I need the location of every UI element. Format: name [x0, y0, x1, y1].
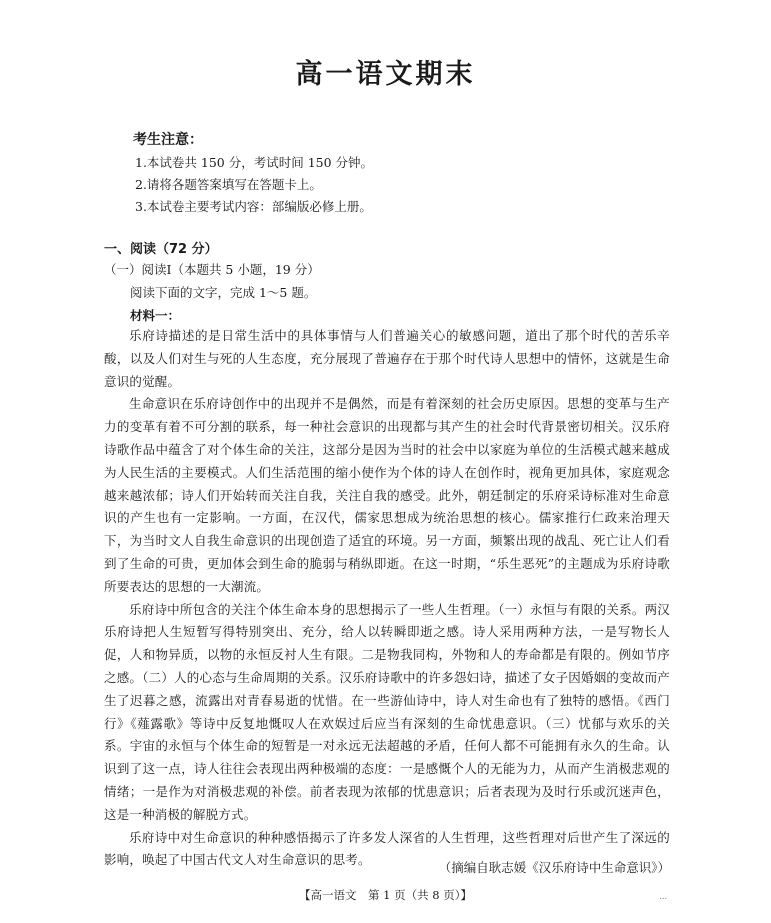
- corner-mark: ...: [659, 892, 667, 901]
- passage-paragraph: 乐府诗中对生命意识的种种感悟揭示了许多发人深省的人生哲理，这些哲理对后世产生了深远的影响，唤起了中国古代文人对生命意识的思考。: [104, 829, 670, 868]
- notice-item: 2.请将各题答案填写在答题卡上。: [135, 177, 322, 192]
- passage-paragraph: 乐府诗描述的是日常生活中的具体事情与人们普遍关心的敏感问题，道出了那个时代的苦乐辛酸，以及人们对生与死的人生态度，充分展现了普遍存在于那个时代诗人思想中的情怀，这就是生命意识的觉醒。: [104, 328, 670, 389]
- page-title: 高一语文期末: [295, 59, 476, 90]
- passage-paragraph: 生命意识在乐府诗创作中的出现并不是偶然，而是有着深刻的社会历史原因。思想的变革与生产力的变革有着不可分割的联系，每一种社会意识的出现都与其产生的社会时代背景密切相关。汉乐府诗歌作品中蕴含了对个体生命的关注，这部分是因为当时的社会中以家庭为单位的生活模式越来越成为人民生活的主要模式。人们生活范围的缩小使作为个体的诗人在创作时，视角更加具体，家庭观念越来越浓郁；诗人们开始转而关注自我，关注自我的感受。此外，朝廷制定的乐府采诗标准对生命意识的产生也有一定影响。一方面，在汉代，儒家思想成为统治思想的核心。儒家推行仁政来治理天下，为当时文人自我生命意识的出现创造了适宜的环境。另一方面，频繁出现的战乱、死亡让人们看到了生命的可贵，更加体会到生命的脆弱与稍纵即逝。在这一时期，“乐生恶死”的主题成为乐府诗歌所要表达的思想的一大潮流。: [104, 396, 670, 594]
- notice-item: 1.本试卷共 150 分，考试时间 150 分钟。: [135, 155, 374, 170]
- page-footer: 【高一语文 第 1 页（共 8 页）】: [298, 888, 472, 902]
- material-label: 材料一：: [130, 308, 181, 323]
- passage-paragraph: 乐府诗中所包含的关注个体生命本身的思想揭示了一些人生哲理。（一）永恒与有限的关系。两汉乐府诗把人生短暂写得特别突出、充分，给人以转瞬即逝之感。诗人采用两种方法，一是写物长人促，人和物异质，以物的永恒反衬人生有限。二是物我同构，外物和人的寿命都是有限的。例如节序之感。（二）人的心态与生命周期的关系。汉乐府诗歌中的许多怨妇诗，描述了女子因婚姻的变故而产生了迟暮之感，流露出对青春易逝的忧惜。在一些游仙诗中，诗人对生命也有了独特的感悟。《西门行》《薤露歌》等诗中反复地慨叹人在欢娱过后应当有深刻的生命忧患意识。（三）忧郁与欢乐的关系。宇宙的永恒与个体生命的短暂是一对永远无法超越的矛盾，任何人都不可能拥有永久的生命。认识到了这一点，诗人往往会表现出两种极端的态度：一是感慨个人的无能为力，从而产生消极悲观的情绪；一是作为对消极悲观的补偿。前者表现为浓郁的忧患意识；后者表现为及时行乐或沉迷声色，这是一种消极的解脱方式。: [104, 601, 670, 822]
- notice-heading: 考生注意：: [133, 132, 203, 148]
- notice-item: 3.本试卷主要考试内容：部编版必修上册。: [135, 199, 372, 214]
- section-heading: 一、阅读（72 分）: [104, 242, 218, 257]
- passage-body: [104, 325, 670, 872]
- subsection-heading: （一）阅读Ⅰ（本题共 5 小题，19 分）: [104, 262, 320, 277]
- reading-instruction: 阅读下面的文字，完成 1～5 题。: [130, 285, 317, 300]
- source-citation: （摘编自耿志媛《汉乐府诗中生命意识》）: [438, 860, 670, 875]
- exam-notice: [133, 129, 373, 218]
